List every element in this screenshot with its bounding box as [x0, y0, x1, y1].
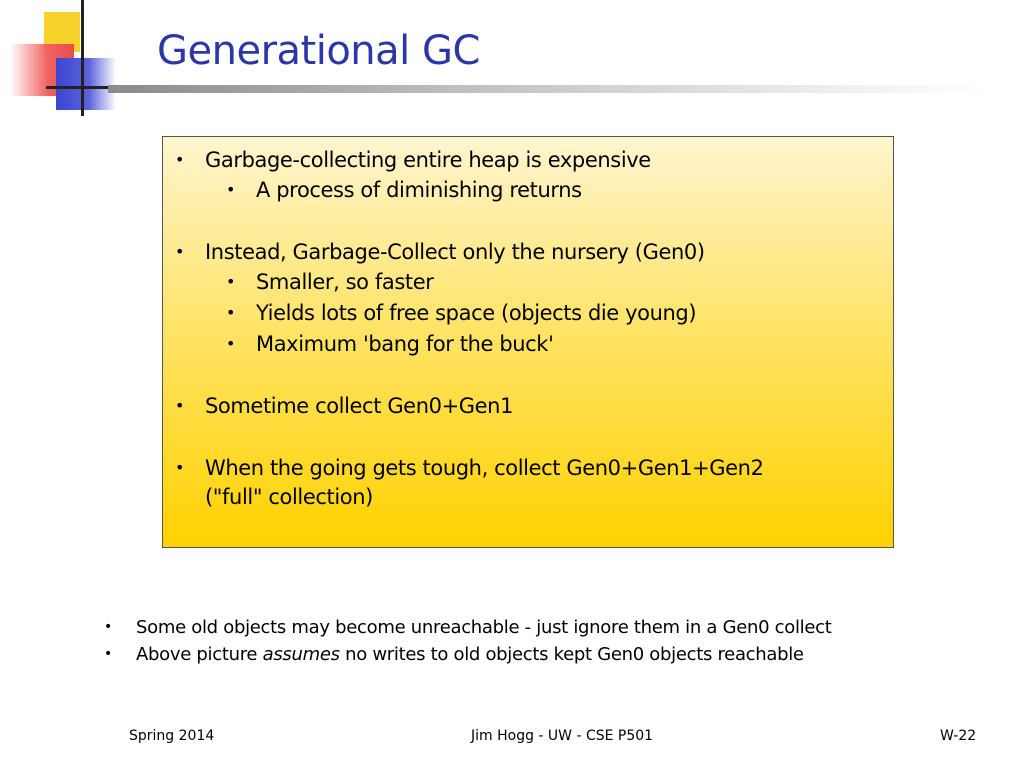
- note-item: [104, 614, 832, 641]
- bullet-icon: •: [226, 272, 236, 291]
- note-text-prefix: Above picture: [136, 644, 263, 665]
- bullet-icon: •: [175, 242, 185, 261]
- content-box: [162, 136, 894, 548]
- note-text-suffix: no writes to old objects kept Gen0 objects reachable: [339, 644, 804, 665]
- bullet-text: Maximum 'bang for the buck': [256, 332, 554, 356]
- footnotes: [104, 614, 832, 668]
- bullet-icon: •: [226, 180, 236, 199]
- bullet-text: Yields lots of free space (objects die young): [256, 301, 697, 325]
- bullet-text: ("full" collection): [205, 485, 373, 509]
- bullet-icon: •: [175, 458, 185, 477]
- title-underline: [108, 85, 988, 93]
- box-continuation-line: [205, 482, 373, 512]
- note-text: Some old objects may become unreachable - just ignore them in a Gen0 collect: [136, 617, 832, 638]
- bullet-icon: •: [104, 619, 112, 635]
- bullet-text: A process of diminishing returns: [256, 178, 582, 202]
- slide-title: Generational GC: [157, 28, 480, 74]
- bullet-icon: •: [175, 396, 185, 415]
- bullet-text: Smaller, so faster: [256, 270, 434, 294]
- box-bullet-item: [226, 329, 554, 359]
- box-bullet-item: [226, 175, 582, 205]
- box-bullet-item: [175, 145, 651, 175]
- box-bullet-item: [175, 391, 514, 421]
- bullet-text: Instead, Garbage-Collect only the nursery (Gen0): [205, 240, 705, 264]
- slide-logo: [0, 0, 150, 120]
- bullet-text: When the going gets tough, collect Gen0+Gen1+Gen2: [205, 456, 764, 480]
- bullet-icon: •: [226, 334, 236, 353]
- bullet-text: Sometime collect Gen0+Gen1: [205, 394, 514, 418]
- note-emphasis: assumes: [262, 644, 340, 665]
- logo-blue-square: [56, 58, 116, 110]
- box-bullet-item: [175, 453, 764, 483]
- box-bullet-item: [226, 267, 434, 297]
- box-bullet-item: [175, 237, 705, 267]
- logo-vertical-line: [81, 0, 84, 116]
- box-bullet-item: [226, 298, 697, 328]
- note-item: [104, 641, 832, 668]
- bullet-text: Garbage-collecting entire heap is expensive: [205, 148, 651, 172]
- bullet-icon: •: [226, 303, 236, 322]
- bullet-icon: •: [104, 646, 112, 662]
- footer-author: Jim Hogg - UW - CSE P501: [471, 728, 654, 744]
- footer-slide-number: W-22: [940, 728, 977, 744]
- bullet-icon: •: [175, 150, 185, 169]
- footer-date: Spring 2014: [129, 728, 215, 744]
